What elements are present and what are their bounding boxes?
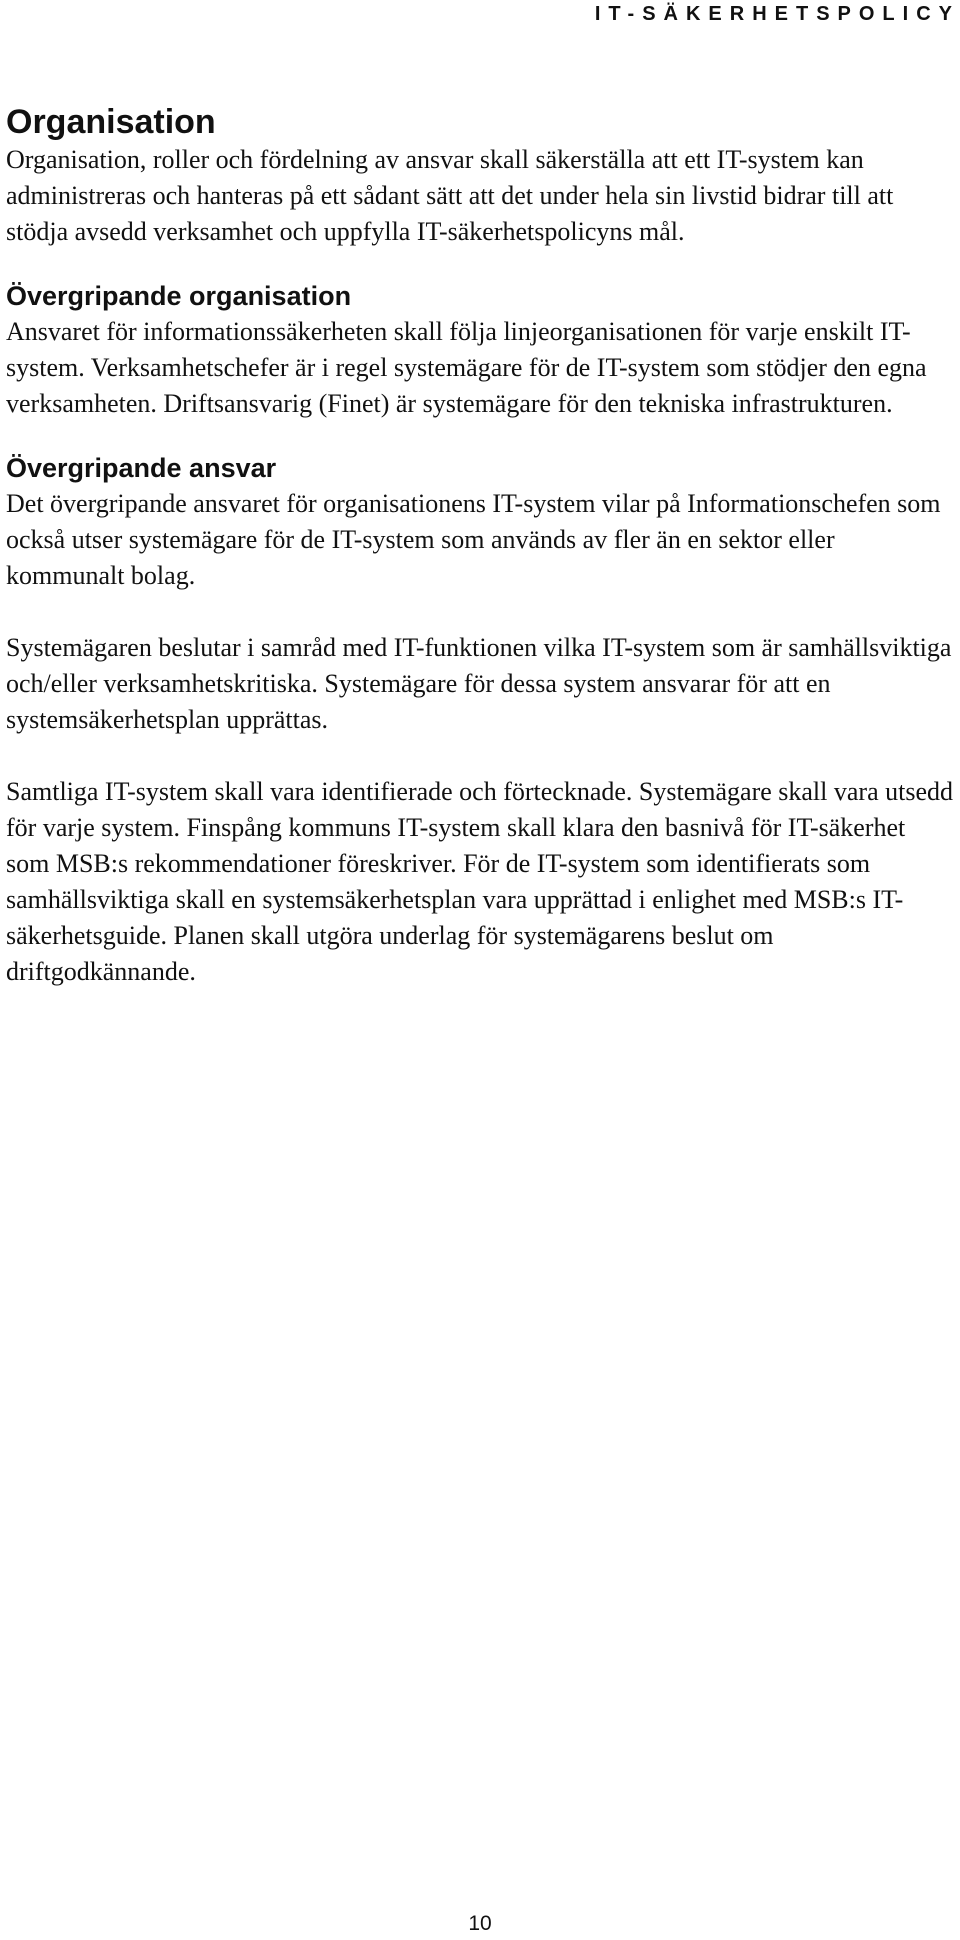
organisation-paragraph: Organisation, roller och fördelning av ansvar skall säkerställa att ett IT-system kan administreras och hanteras på ett sådant sätt att det under hela sin livstid bidrar till att stödja avsedd verksamhet och uppfylla IT-säkerhetspolicyns mål. [6, 145, 894, 246]
section-heading-overall-responsibility: Övergripande ansvar [6, 453, 277, 483]
overall-organisation-paragraph: Ansvaret för informationssäkerheten skall följa linjeorganisationen för varje enskilt IT-system. Verksamhetschefer är i regel systemägare för de IT-system som stödjer den egna verksamheten. Driftsansvarig (Finet) är systemägare för den tekniska infrastrukturen. [6, 317, 927, 418]
section-heading-overall-organisation: Övergripande organisation [6, 281, 352, 311]
page-number: 10 [468, 1912, 492, 1935]
overall-responsibility-paragraph-1: Det övergripande ansvaret för organisationens IT-system vilar på Informationschefen som också utser systemägare för de IT-system som används av fler än en sektor eller kommunalt bolag. [6, 489, 941, 590]
running-header: IT-SÄKERHETSPOLICY [594, 3, 960, 25]
section-heading-organisation: Organisation [6, 103, 216, 141]
overall-responsibility-paragraph-3: Samtliga IT-system skall vara identifierade och förtecknade. Systemägare skall vara utsedd för varje system. Finspång kommuns IT-system skall klara den basnivå för IT-säkerhet som MSB:s rekommendationer föreskriver. För de IT-system som identifierats som samhällsviktiga skall en systemsäkerhetsplan vara upprättad i enlighet med MSB:s IT-säkerhetsguide. Planen skall utgöra underlag för systemägarens beslut om driftgodkännande. [6, 777, 953, 986]
document-body [6, 102, 954, 990]
overall-responsibility-paragraph-2: Systemägaren beslutar i samråd med IT-funktionen vilka IT-system som är samhällsviktiga och/eller verksamhetskritiska. Systemägare för dessa system ansvarar för att en systemsäkerhetsplan upprättas. [6, 633, 952, 734]
